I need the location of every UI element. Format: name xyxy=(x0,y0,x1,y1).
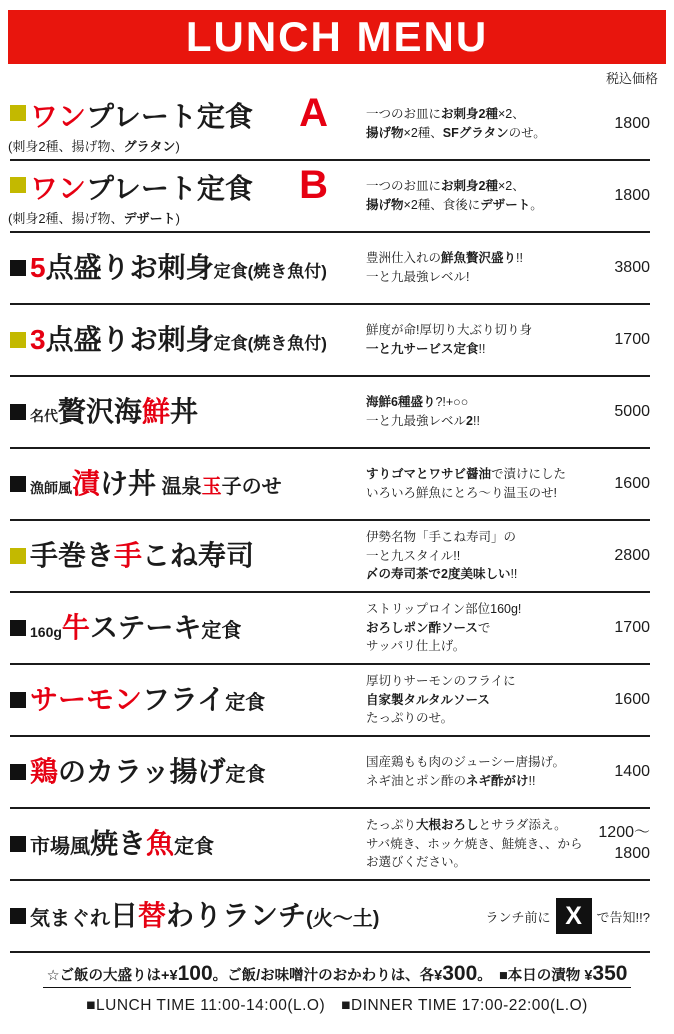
description-segment: サバ焼き、ホッケ焼き、鮭焼き、、から xyxy=(366,836,583,851)
price-line: 1400 xyxy=(614,762,650,780)
bullet-square-icon xyxy=(10,177,26,193)
title-segment: 名代 xyxy=(30,407,58,424)
title-segment: プレート定食 xyxy=(86,101,253,132)
item-price xyxy=(590,258,650,279)
title-segment: 魚 xyxy=(146,827,175,859)
bullet-square-icon xyxy=(10,836,26,852)
item-right xyxy=(366,816,650,872)
item-right xyxy=(366,672,650,728)
item-price xyxy=(590,474,650,495)
item-price xyxy=(590,186,650,207)
price-line: 1700 xyxy=(614,618,650,636)
description-line xyxy=(366,465,590,484)
description-line xyxy=(366,600,590,619)
sns-notice xyxy=(366,898,650,934)
description-segment: サッパリ仕上げ。 xyxy=(366,639,466,654)
footer-note-segment: ☆ご飯の大盛りは+¥ xyxy=(46,968,178,984)
description-line xyxy=(366,321,590,340)
description-segment: 揚げ物 xyxy=(366,126,404,140)
plate-letter: A xyxy=(299,91,328,135)
item-title-block xyxy=(10,613,366,644)
price-line: 5000 xyxy=(614,402,650,420)
description-line xyxy=(366,835,590,854)
description-segment: のせ。 xyxy=(508,126,546,140)
item-description xyxy=(366,816,590,872)
item-description xyxy=(366,105,590,143)
item-title xyxy=(10,613,366,644)
item-description xyxy=(366,753,590,791)
bullet-square-icon xyxy=(10,404,26,420)
item-title xyxy=(10,93,366,133)
plate-letter: B xyxy=(299,163,328,207)
title-segment: 漬 xyxy=(72,467,101,499)
item-right xyxy=(366,528,650,584)
description-line xyxy=(366,772,590,791)
description-line xyxy=(366,484,590,503)
title-segment: 点盛りお刺身 xyxy=(45,251,214,283)
item-title-block xyxy=(10,685,366,716)
item-title xyxy=(10,541,366,572)
description-segment: お刺身2種 xyxy=(441,107,498,122)
item-description xyxy=(366,321,590,359)
price-line: 1200〜 xyxy=(598,824,650,842)
menu-item xyxy=(10,161,650,233)
bullet-square-icon xyxy=(10,332,26,348)
opening-hours: ■LUNCH TIME 11:00-14:00(L.O) ■DINNER TIME 17:00-22:00(L.O) xyxy=(86,997,588,1014)
item-right xyxy=(366,249,650,287)
title-segment: 定食(焼き魚付) xyxy=(213,261,327,281)
description-segment: ネギ酢がけ xyxy=(466,774,529,788)
bullet-square-icon xyxy=(10,764,26,780)
menu-item xyxy=(10,305,650,377)
bullet-square-icon xyxy=(10,476,26,492)
description-line xyxy=(366,619,590,638)
description-segment: 鮮魚贅沢盛り xyxy=(441,251,517,266)
footer-note-segment: 300 xyxy=(442,962,478,985)
item-right xyxy=(366,753,650,791)
subtitle-segment: (刺身2種、揚げ物、 xyxy=(8,211,124,226)
description-line xyxy=(366,816,590,835)
description-segment: たっぷりのせ。 xyxy=(366,711,454,726)
description-line xyxy=(366,528,590,547)
description-segment: !! xyxy=(478,342,486,356)
description-segment: 一つのお皿に xyxy=(366,107,442,122)
description-line xyxy=(366,268,590,287)
description-segment: 一つのお皿に xyxy=(366,179,442,194)
description-segment: 〆の寿司茶で2度美味しい xyxy=(366,567,511,582)
title-segment: 牛 xyxy=(61,611,90,643)
menu-list xyxy=(10,89,650,953)
menu-item xyxy=(10,593,650,665)
item-title-block xyxy=(10,829,366,860)
title-segment: (火〜土) xyxy=(306,907,380,930)
menu-item xyxy=(10,233,650,305)
item-description xyxy=(366,528,590,584)
description-segment: 一と九サービス定食 xyxy=(366,342,479,356)
title-segment: 定食 xyxy=(225,691,266,714)
description-segment: すりゴマとワサビ醤油 xyxy=(366,467,492,482)
title-segment: け丼 xyxy=(100,467,157,499)
tax-included-note: 税込価格 xyxy=(605,71,658,86)
item-title xyxy=(10,397,366,428)
item-title xyxy=(10,469,366,500)
title-segment: 玉 xyxy=(201,475,222,498)
bullet-square-icon xyxy=(10,105,26,121)
description-line xyxy=(366,340,590,359)
item-description xyxy=(366,672,590,728)
item-description xyxy=(366,177,590,215)
title-segment: 鶏 xyxy=(30,755,59,787)
footer-note xyxy=(43,962,632,988)
description-line xyxy=(366,393,590,412)
description-line xyxy=(366,691,590,710)
footer-note-segment: 350 xyxy=(592,962,628,985)
item-title xyxy=(10,685,366,716)
footer xyxy=(0,962,674,1015)
description-segment: 一と九スタイル!! xyxy=(366,548,461,563)
item-title-block xyxy=(10,325,366,356)
item-subtitle xyxy=(8,136,366,155)
item-right xyxy=(366,600,650,656)
description-segment: 国産鶏もも肉のジューシー唐揚げ。 xyxy=(366,755,566,770)
menu-item xyxy=(10,89,650,161)
item-title-block xyxy=(10,165,366,227)
title-segment: 手巻き xyxy=(30,539,115,571)
price-line: 1800 xyxy=(614,114,650,132)
description-segment: 一と九最強レベル xyxy=(366,414,467,428)
description-line xyxy=(366,412,590,431)
lunch-menu-banner xyxy=(8,10,666,64)
price-line: 3800 xyxy=(614,258,650,276)
item-title-block xyxy=(10,899,380,932)
description-segment: 自家製タルタルソース xyxy=(366,692,490,707)
page-title: LUNCH MENU xyxy=(185,13,489,60)
item-title-block xyxy=(10,757,366,788)
subtitle-segment: デザート xyxy=(123,211,176,226)
footer-note-segment: 。ご飯/お味噌汁のおかわりは、各¥ xyxy=(212,968,443,984)
item-title xyxy=(10,253,366,284)
title-segment: 5 xyxy=(30,251,46,283)
price-line: 2800 xyxy=(614,546,650,564)
title-segment: ステーキ xyxy=(89,611,202,643)
bullet-square-icon xyxy=(10,260,26,276)
title-segment: フライ xyxy=(142,683,226,715)
description-segment: とサラダ添え。 xyxy=(478,817,567,832)
x-logo-icon: X xyxy=(556,898,592,934)
title-segment: わりランチ xyxy=(166,899,307,931)
price-line: 1600 xyxy=(614,690,650,708)
item-right xyxy=(366,321,650,359)
description-segment: 揚げ物 xyxy=(366,198,404,212)
description-segment: おろしポン酢ソース xyxy=(366,620,478,635)
item-price xyxy=(590,402,650,423)
description-line xyxy=(366,753,590,772)
bullet-square-icon xyxy=(10,620,26,636)
menu-item xyxy=(10,737,650,809)
menu-item xyxy=(10,665,650,737)
description-segment: たっぷり xyxy=(366,817,417,832)
bullet-square-icon xyxy=(10,548,26,564)
description-line xyxy=(366,853,590,872)
item-title-block xyxy=(10,397,366,428)
title-segment: 贅沢海 xyxy=(58,395,143,427)
description-segment: お選びください。 xyxy=(366,855,467,870)
description-line xyxy=(366,565,590,584)
description-line xyxy=(366,672,590,691)
item-price xyxy=(590,762,650,783)
title-segment: 気まぐれ xyxy=(30,907,110,930)
item-description xyxy=(366,465,590,503)
title-segment: 温泉 xyxy=(156,475,202,498)
menu-item xyxy=(10,881,650,953)
description-segment: ×2、 xyxy=(497,107,525,122)
title-segment: 定食 xyxy=(174,835,215,858)
title-segment: サーモン xyxy=(30,683,143,715)
description-segment: ×2種、 xyxy=(403,126,443,140)
description-segment: デザート xyxy=(480,198,531,212)
price-line: 1700 xyxy=(614,330,650,348)
item-right xyxy=(366,177,650,215)
item-right xyxy=(366,105,650,143)
description-segment: 2 xyxy=(466,414,473,428)
description-segment: !! xyxy=(516,251,523,266)
description-segment: !! xyxy=(528,774,536,788)
bullet-square-icon xyxy=(10,692,26,708)
notice-post: で告知!!? xyxy=(596,909,650,925)
item-title-block xyxy=(10,469,366,500)
title-segment: 丼 xyxy=(170,395,199,427)
description-segment: で漬けにした xyxy=(491,467,567,482)
title-segment: ワン xyxy=(30,173,87,204)
menu-item xyxy=(10,377,650,449)
description-segment: !! xyxy=(510,567,518,582)
description-segment: お刺身2種 xyxy=(441,179,498,194)
description-line xyxy=(366,105,590,124)
item-description xyxy=(366,249,590,287)
item-title xyxy=(10,325,366,356)
description-segment: ネギ油とポン酢の xyxy=(366,774,467,788)
description-segment: SFグラタン xyxy=(442,126,509,140)
title-segment: こね寿司 xyxy=(142,539,255,571)
title-segment: 3 xyxy=(30,323,46,355)
title-segment: 定食 xyxy=(225,763,266,786)
description-segment: いろいろ鮮魚にとろ〜り温玉のせ! xyxy=(366,486,557,500)
description-segment: 厚切りサーモンのフライに xyxy=(366,673,516,688)
menu-item xyxy=(10,449,650,521)
description-segment: ?!+○○ xyxy=(435,395,469,410)
item-description xyxy=(366,393,590,431)
footer-note-segment: 100 xyxy=(177,962,213,985)
price-line: 1600 xyxy=(614,474,650,492)
bullet-square-icon xyxy=(10,908,26,924)
price-line: 1800 xyxy=(614,845,650,862)
item-price xyxy=(590,546,650,567)
description-segment: 伊勢名物「手こね寿司」の xyxy=(366,529,517,544)
description-line xyxy=(366,547,590,566)
subtitle-segment: ) xyxy=(175,211,180,226)
menu-item xyxy=(10,809,650,881)
title-segment: ワン xyxy=(30,101,87,132)
item-price xyxy=(590,114,650,135)
item-price xyxy=(590,823,650,865)
description-segment: ×2、 xyxy=(497,179,525,194)
description-line xyxy=(366,177,590,196)
footer-note-segment: 。 ■本日の漬物 ¥ xyxy=(477,968,593,984)
title-segment: 焼き xyxy=(90,827,147,859)
subtitle-segment: グラタン xyxy=(123,139,176,154)
description-segment: !! xyxy=(472,414,480,428)
price-line: 1800 xyxy=(614,186,650,204)
item-title-block xyxy=(10,253,366,284)
subtitle-segment: (刺身2種、揚げ物、 xyxy=(8,139,124,154)
item-right xyxy=(366,393,650,431)
description-line xyxy=(366,196,590,215)
title-segment: 鮮 xyxy=(142,395,171,427)
title-segment: 市場風 xyxy=(30,835,90,858)
item-title xyxy=(10,165,366,205)
title-segment: プレート定食 xyxy=(86,173,253,204)
item-price xyxy=(590,690,650,711)
title-segment: 替 xyxy=(138,899,167,931)
description-segment: 豊洲仕入れの xyxy=(366,251,442,266)
title-segment: 漁師風 xyxy=(30,479,72,496)
item-description xyxy=(366,600,590,656)
title-segment: 定食 xyxy=(201,619,242,642)
description-segment: ストリップロイン部位160g! xyxy=(366,601,522,616)
subtitle-segment: ) xyxy=(175,139,180,154)
item-title-block xyxy=(10,541,366,572)
title-segment: 160g xyxy=(30,623,62,640)
description-segment: で xyxy=(477,620,491,635)
title-segment: 定食(焼き魚付) xyxy=(213,333,327,353)
description-line xyxy=(366,249,590,268)
item-right xyxy=(366,465,650,503)
title-segment: のカラッ揚げ xyxy=(58,755,226,787)
description-segment: 。 xyxy=(530,198,543,212)
description-line xyxy=(366,637,590,656)
menu-item xyxy=(10,521,650,593)
item-title-block xyxy=(10,93,366,155)
notice-pre: ランチ前に xyxy=(485,909,551,925)
title-segment: 点盛りお刺身 xyxy=(45,323,214,355)
item-right xyxy=(366,898,650,934)
description-line xyxy=(366,124,590,143)
item-price xyxy=(590,618,650,639)
item-title xyxy=(10,899,380,932)
description-segment: 一と九最強レベル! xyxy=(366,270,470,284)
item-title xyxy=(10,829,366,860)
item-price xyxy=(590,330,650,351)
item-subtitle xyxy=(8,208,366,227)
description-segment: 大根おろし xyxy=(416,817,479,832)
title-segment: 子のせ xyxy=(221,475,282,498)
description-segment: 鮮度が命!厚切り大ぶり切り身 xyxy=(366,323,532,338)
description-segment: ×2種、食後に xyxy=(403,198,481,212)
item-title xyxy=(10,757,366,788)
description-segment: 海鮮6種盛り xyxy=(366,395,436,410)
description-line xyxy=(366,709,590,728)
title-segment: 手 xyxy=(114,539,143,571)
title-segment: 日 xyxy=(110,899,139,931)
